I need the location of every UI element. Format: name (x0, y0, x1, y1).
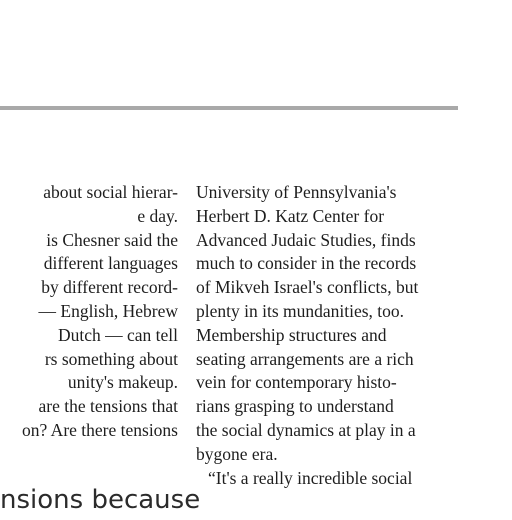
pull-quote: nsions because (0, 485, 201, 515)
text-line: Herbert D. Katz Center for (196, 205, 385, 226)
text-line: different languages (43, 253, 178, 274)
text-line: vein for contemporary histo- (196, 372, 397, 393)
text-line: is Chesner said the (46, 229, 178, 250)
text-line: “It's a really incredible social (208, 467, 413, 488)
text-line: on? Are there tensions (22, 419, 178, 440)
text-line: e day. (137, 205, 178, 226)
article-column-right (196, 181, 458, 490)
text-line: Advanced Judaic Studies, finds (196, 229, 416, 250)
text-line: much to consider in the records (196, 253, 417, 274)
section-divider-rule (0, 106, 458, 110)
text-line: University of Pennsylvania's (196, 182, 397, 202)
text-line: Dutch — can tell (57, 324, 178, 345)
text-line: bygone era. (196, 443, 278, 464)
text-line: about social hierar- (43, 182, 178, 202)
text-line: the social dynamics at play in a (196, 419, 416, 440)
text-line: Membership structures and (196, 324, 387, 345)
text-line: rians grasping to understand (196, 396, 394, 417)
article-column-left (0, 181, 178, 443)
text-line: by different record- (41, 277, 178, 298)
text-line: unity's makeup. (67, 372, 178, 393)
text-line: — English, Hebrew (38, 300, 178, 321)
text-line: are the tensions that (38, 396, 178, 417)
text-line: seating arrangements are a rich (196, 348, 414, 369)
text-line: of Mikveh Israel's conflicts, but (196, 277, 419, 298)
text-line: plenty in its mundanities, too. (196, 300, 405, 321)
text-line: rs something about (44, 348, 178, 369)
